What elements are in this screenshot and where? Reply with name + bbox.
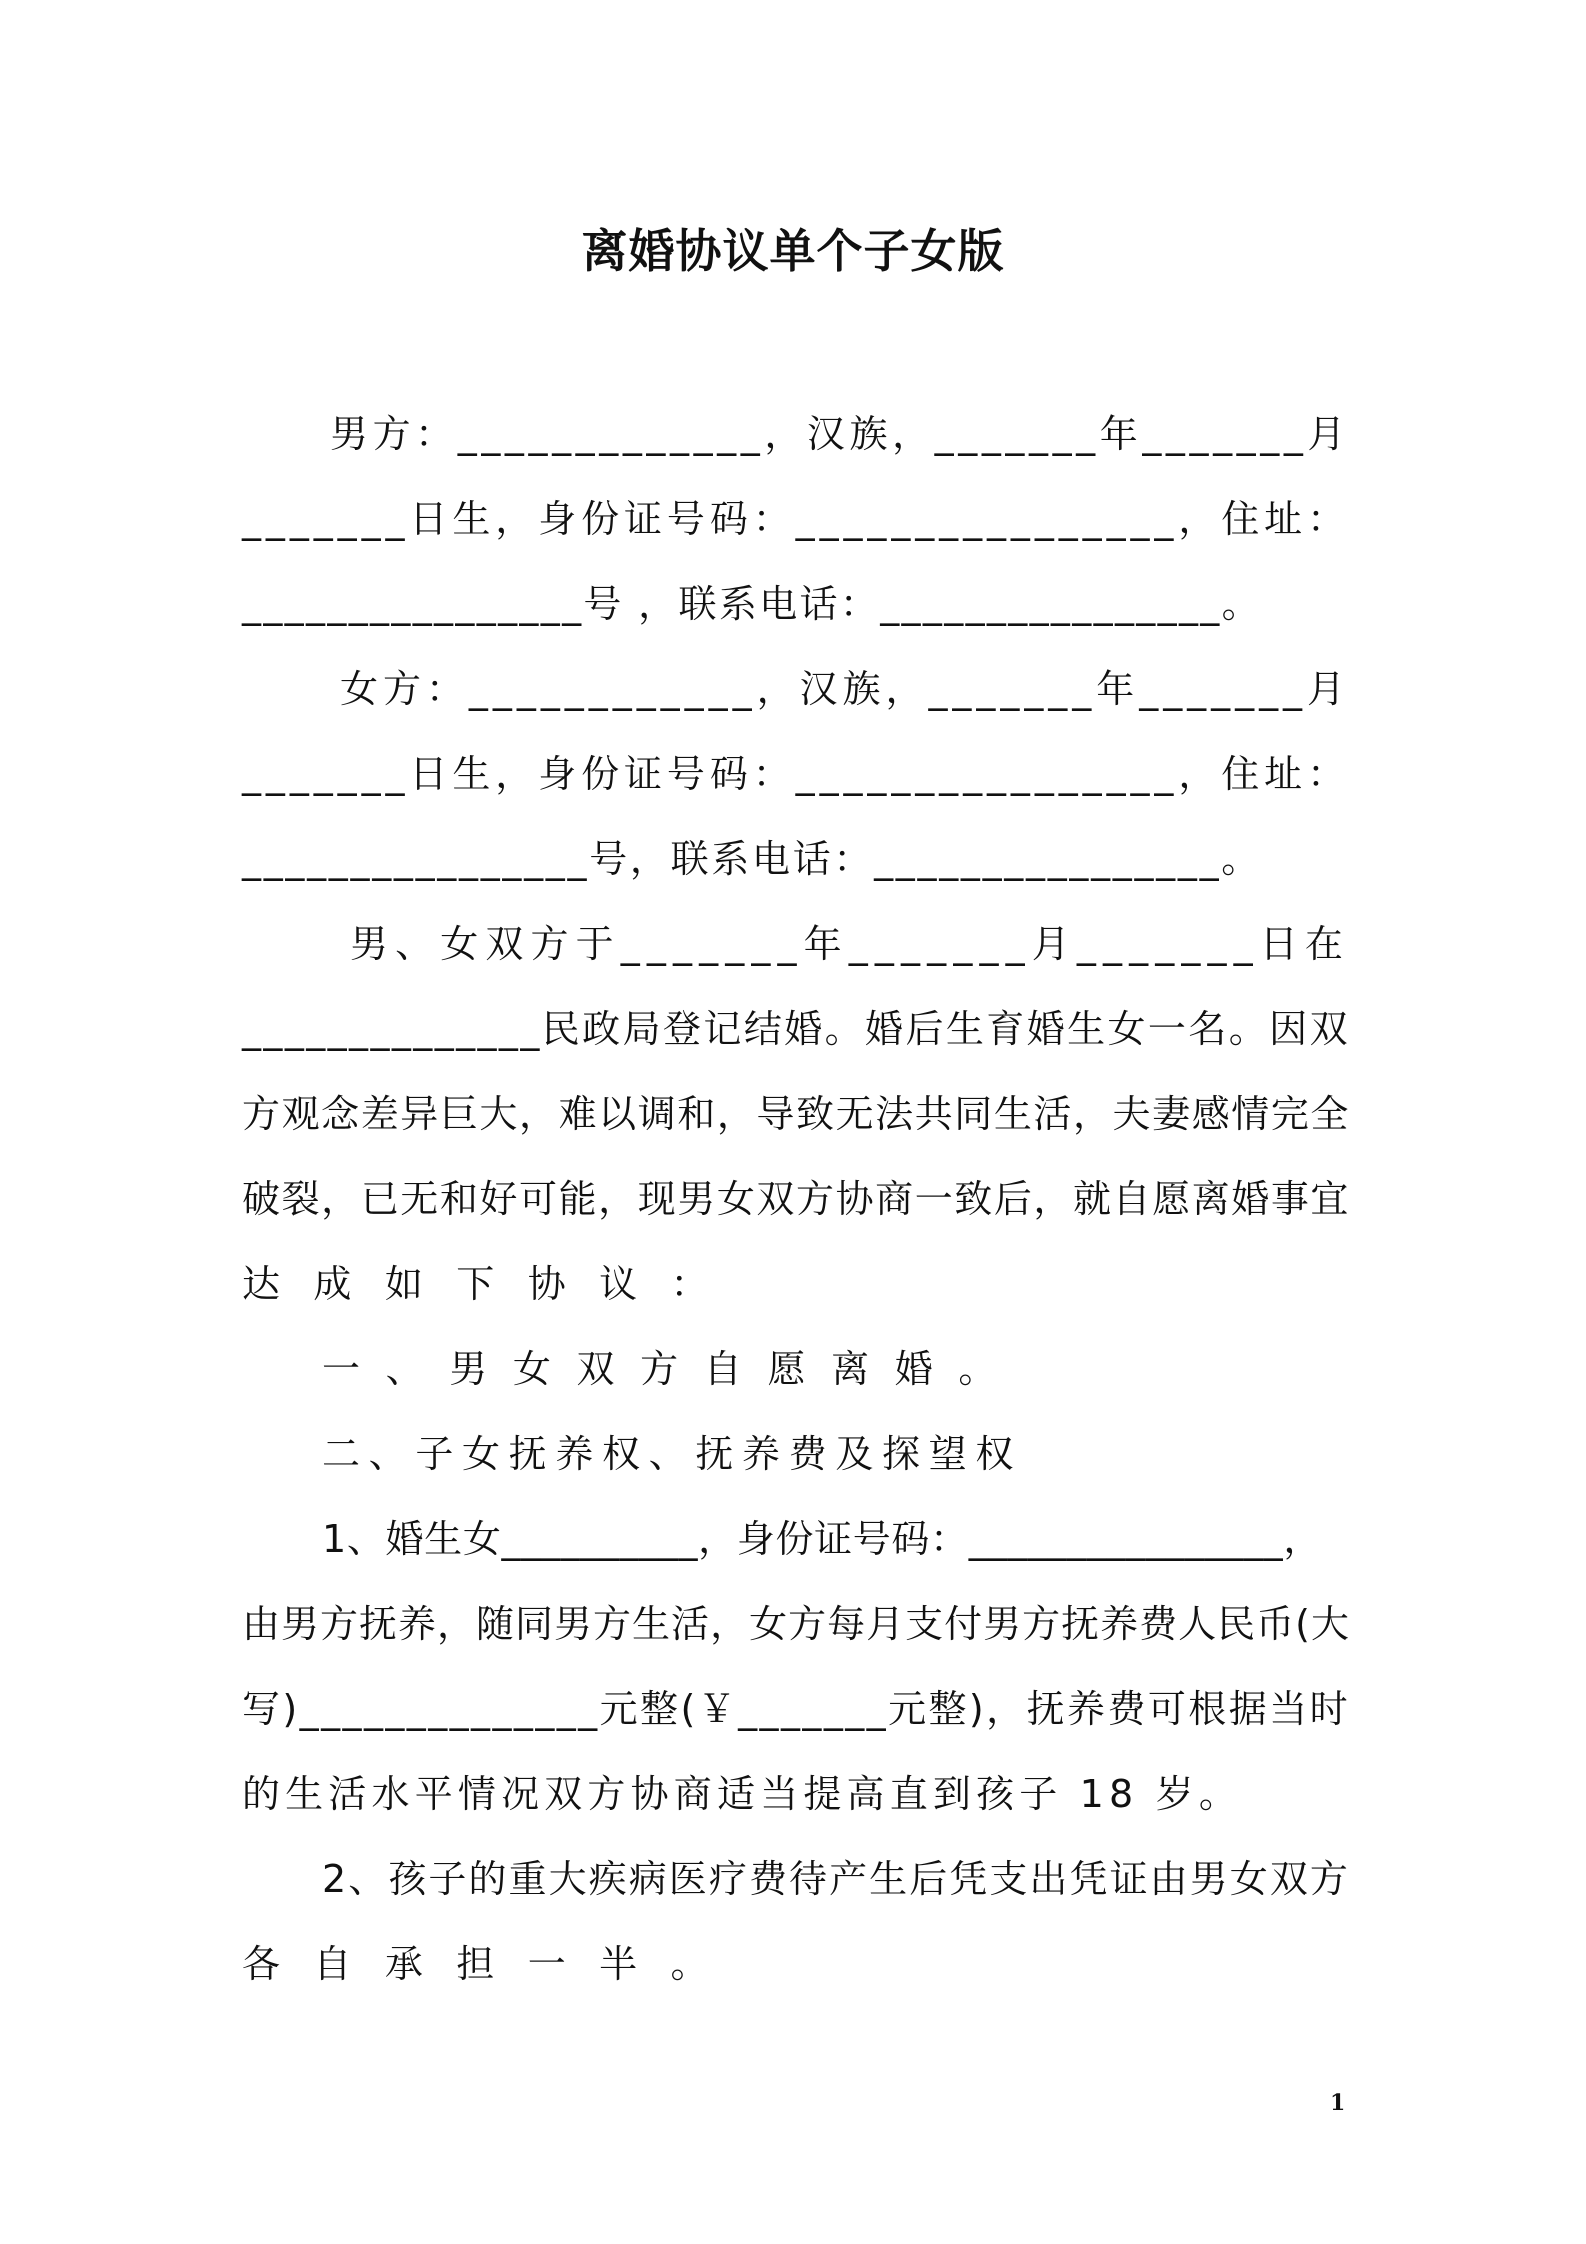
clause-two-item-1-line-4: 的生活水平情况双方协商适当提高直到孩子 18 岁。 (242, 1772, 1242, 1816)
document-title: 离婚协议单个子女版 (581, 224, 1005, 278)
clause-two-item-2-line-1: 2、孩子的重大疾病医疗费待产生后凭支出凭证由男女双方 (322, 1857, 1350, 1901)
female-party-line-2: _______日生，身份证号码：________________，住址： (242, 752, 1350, 796)
clause-two-item-1-line-3: 写)______________元整(￥_______元整)，抚养费可根据当时 (242, 1687, 1350, 1731)
marriage-paragraph-line-4: 破裂，已无和好可能，现男女双方协商一致后，就自愿离婚事宜 (242, 1177, 1350, 1221)
clause-two-item-1-line-1: 1、婚生女__________，身份证号码：________________， (322, 1517, 1322, 1561)
female-party-line-3: ________________号，联系电话：________________。 (242, 837, 1262, 881)
clause-two-item-2-line-2: 各自承担一半。 (242, 1942, 742, 1986)
clause-two-item-1-line-2: 由男方抚养，随同男方生活，女方每月支付男方抚养费人民币(大 (242, 1602, 1350, 1646)
marriage-paragraph-line-1: 男、女双方于_______年_______月_______日在 (350, 922, 1350, 966)
female-party-line-1: 女方：____________，汉族，_______年_______月 (340, 667, 1350, 711)
marriage-paragraph-line-2: ______________民政局登记结婚。婚后生育婚生女一名。因双 (242, 1007, 1350, 1051)
marriage-paragraph-line-3: 方观念差异巨大，难以调和，导致无法共同生活，夫妻感情完全 (242, 1092, 1350, 1136)
clause-two-heading: 二、子女抚养权、抚养费及探望权 (322, 1432, 1022, 1476)
clause-one: 一、男女双方自愿离婚。 (322, 1347, 1022, 1391)
male-party-line-1: 男方：_____________，汉族，_______年_______月 (330, 412, 1350, 456)
page-number: 1 (1330, 2090, 1346, 2116)
male-party-line-2: _______日生，身份证号码：________________，住址： (242, 497, 1350, 541)
male-party-line-3: ________________号 ，联系电话：________________。 (242, 582, 1262, 626)
marriage-paragraph-line-5: 达成如下协议： (242, 1262, 742, 1306)
